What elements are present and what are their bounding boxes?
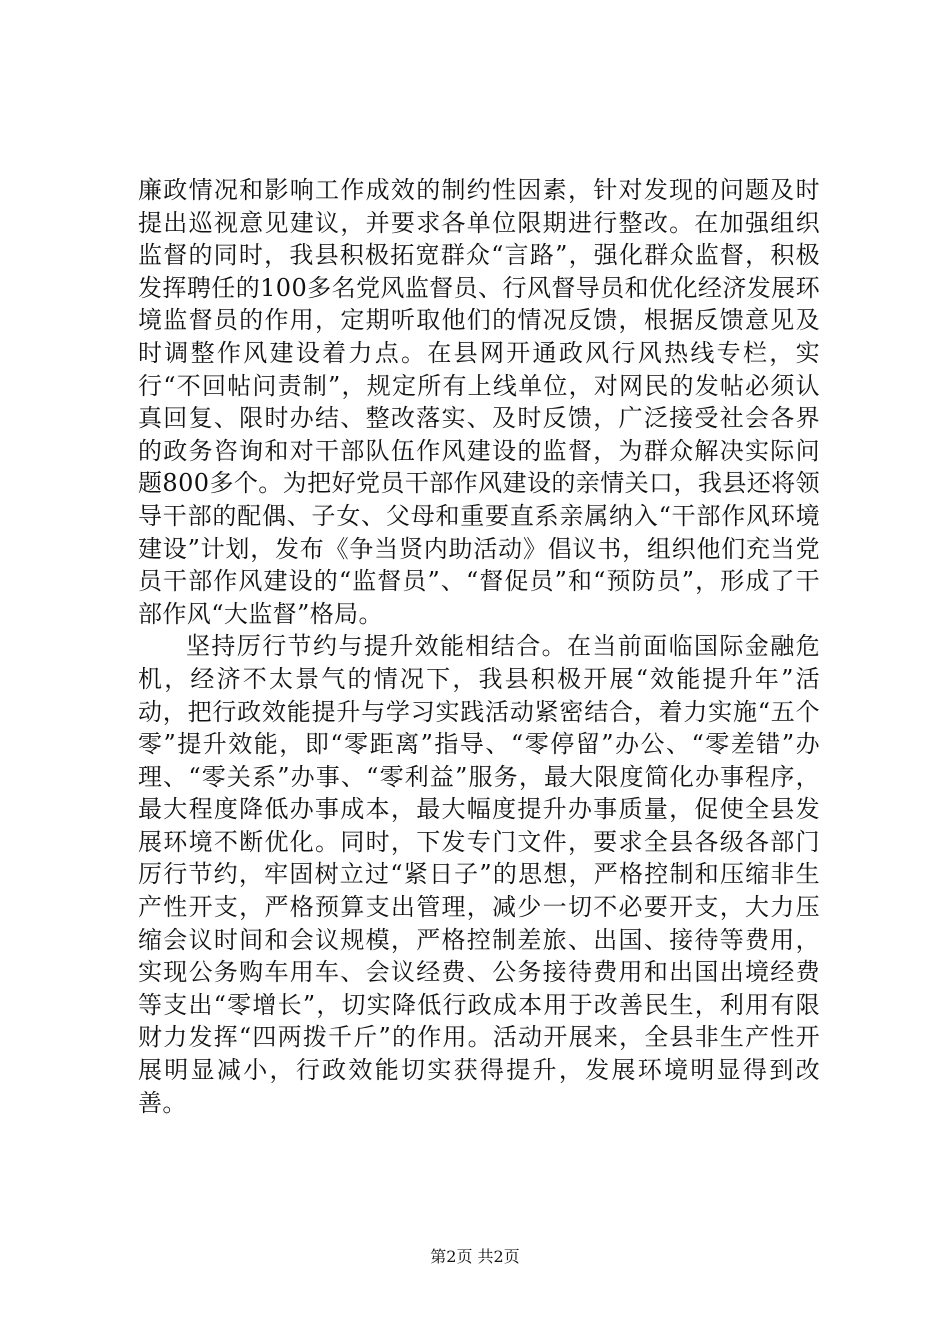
page-number-footer: 第2页 共2页 — [430, 1247, 520, 1266]
paragraph-efficiency: 坚持厉行节约与提升效能相结合。在当前面临国际金融危机，经济不太景气的情况下，我县积极开展“效能提升年”活动，把行政效能提升与学习实践活动紧密结合，着力实施“五个零”提升效能，即“零距离”指导、“零停留”办公、“零差错”办理、“零关系”办事、“零利益”服务，最大限度简化办事程序，最大程度降低办事成本，最大幅度提升办事质量，促使全县发展环境不断优化。同时，下发专门文件，要求全县各级各部门厉行节约，牢固树立过“紧日子”的思想，严格控制和压缩非生产性开支，严格预算支出管理，减少一切不必要开支，大力压缩会议时间和会议规模，严格控制差旅、出国、接待等费用，实现公务购车用车、会议经费、公务接待费用和出国出境经费等支出“零增长”，切实降低行政成本用于改善民生，利用有限财力发挥“四两拨千斤”的作用。活动开展来，全县非生产性开展明显减小，行政效能切实获得提升，发展环境明显得到改善。 — [138, 632, 820, 1117]
document-body — [138, 174, 820, 1119]
paragraph-continued: 廉政情况和影响工作成效的制约性因素，针对发现的问题及时提出巡视意见建议，并要求各单位限期进行整改。在加强组织监督的同时，我县积极拓宽群众“言路”，强化群众监督，积极发挥聘任的100多名党风监督员、行风督导员和优化经济发展环境监督员的作用，定期听取他们的情况反馈，根据反馈意见及时调整作风建设着力点。在县网开通政风行风热线专栏，实行“不回帖问责制”，规定所有上线单位，对网民的发帖必须认真回复、限时办结、整改落实、及时反馈，广泛接受社会各界的政务咨询和对干部队伍作风建设的监督，为群众解决实际问题800多个。为把好党员干部作风建设的亲情关口，我县还将领导干部的配偶、子女、父母和重要直系亲属纳入“干部作风环境建设”计划，发布《争当贤内助活动》倡议书，组织他们充当党员干部作风建设的“监督员”、“督促员”和“预防员”，形成了干部作风“大监督”格局。 — [138, 176, 820, 628]
